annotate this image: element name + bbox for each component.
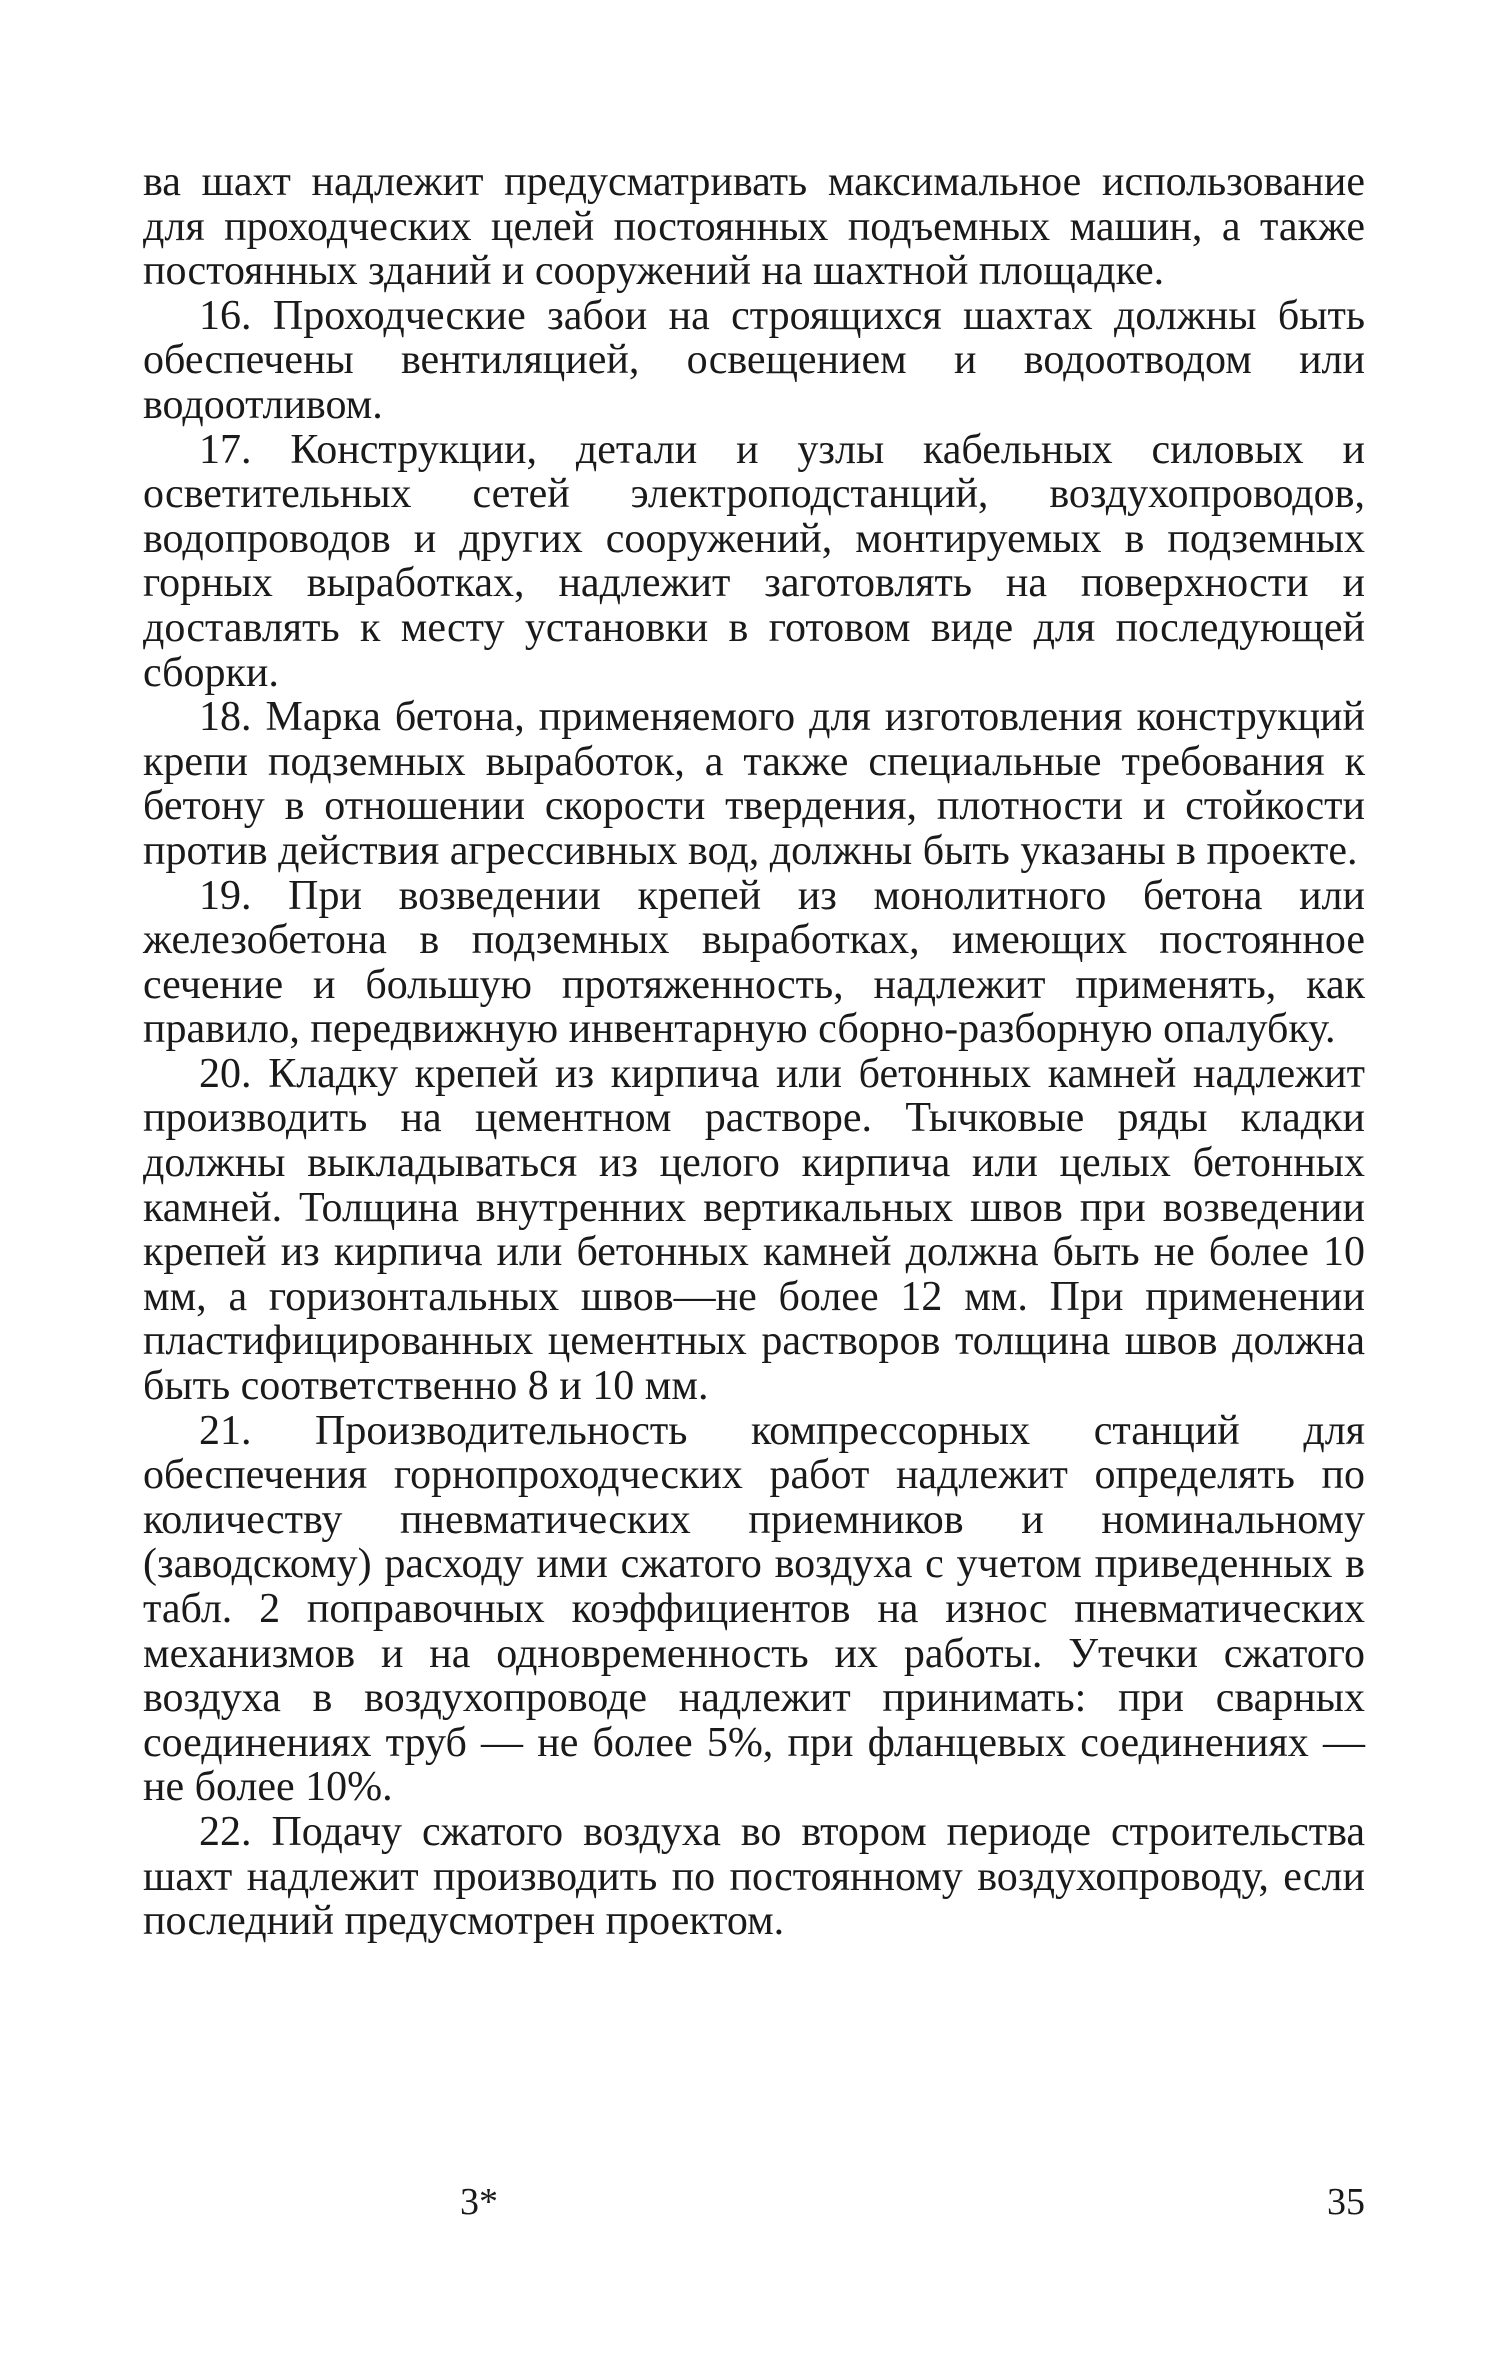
paragraph-item-16: 16. Проходческие забои на строящихся шахтах должны быть обеспечены вентиляцией, освещением и водоотводом или водоотливом. (143, 292, 1365, 428)
page-footer (0, 2180, 1499, 2240)
paragraph-item-17: 17. Конструкции, детали и узлы кабельных силовых и осветительных сетей электроподстанций, воздухопроводов, водопроводов и других сооружений, монтируемых в подземных горных выработках, надлежит заготовлять на поверхности и доставлять к месту установки в готовом виде для последующей сборки. (143, 426, 1365, 696)
paragraph-item-20: 20. Кладку крепей из кирпича или бетонных камней надлежит производить на цементном растворе. Тычковые ряды кладки должны выкладываться из целого кирпича или целых бетонных камней. Толщина внутренних вертикальных швов при возведении крепей из кирпича или бетонных камней должна быть не более 10 мм, а горизонтальных швов—не более 12 мм. При применении пластифицированных цементных растворов толщина швов должна быть соответственно 8 и 10 мм. (143, 1050, 1365, 1410)
paragraph-continuation: ва шахт надлежит предусматривать максимальное использование для проходческих целей постоянных подъемных машин, а также постоянных зданий и сооружений на шахтной площадке. (143, 159, 1365, 295)
page-number: 35 (1327, 2181, 1365, 2223)
paragraph-item-19: 19. При возведении крепей из монолитного бетона или железобетона в подземных выработках, имеющих постоянное сечение и большую протяженность, надлежит применять, как правило, передвижную инвентарную сборно-разборную опалубку. (143, 872, 1365, 1053)
body-text (143, 160, 1365, 1944)
paragraph-item-18: 18. Марка бетона, применяемого для изготовления конструкций крепи подземных выработок, а также специальные требования к бетону в отношении скорости твердения, плотности и стойкости против действия агрессивных вод, должны быть указаны в проекте. (143, 694, 1365, 874)
paragraph-item-22: 22. Подачу сжатого воздуха во втором периоде строительства шахт надлежит производить по постоянному воздухопроводу, если последний предусмотрен проектом. (143, 1808, 1365, 1945)
signature-mark: 3* (460, 2181, 498, 2223)
paragraph-item-21: 21. Производительность компрессорных станций для обеспечения горнопроходческих работ надлежит определять по количеству пневматических приемников и номинальному (заводскому) расходу ими сжатого воздуха с учетом приведенных в табл. 2 поправочных коэффициентов на износ пневматических механизмов и на одновременность их работы. Утечки сжатого воздуха в воздухопроводе надлежит принимать: при сварных соединениях труб — не более 5%, при фланцевых соединениях — не более 10%. (143, 1407, 1365, 1811)
